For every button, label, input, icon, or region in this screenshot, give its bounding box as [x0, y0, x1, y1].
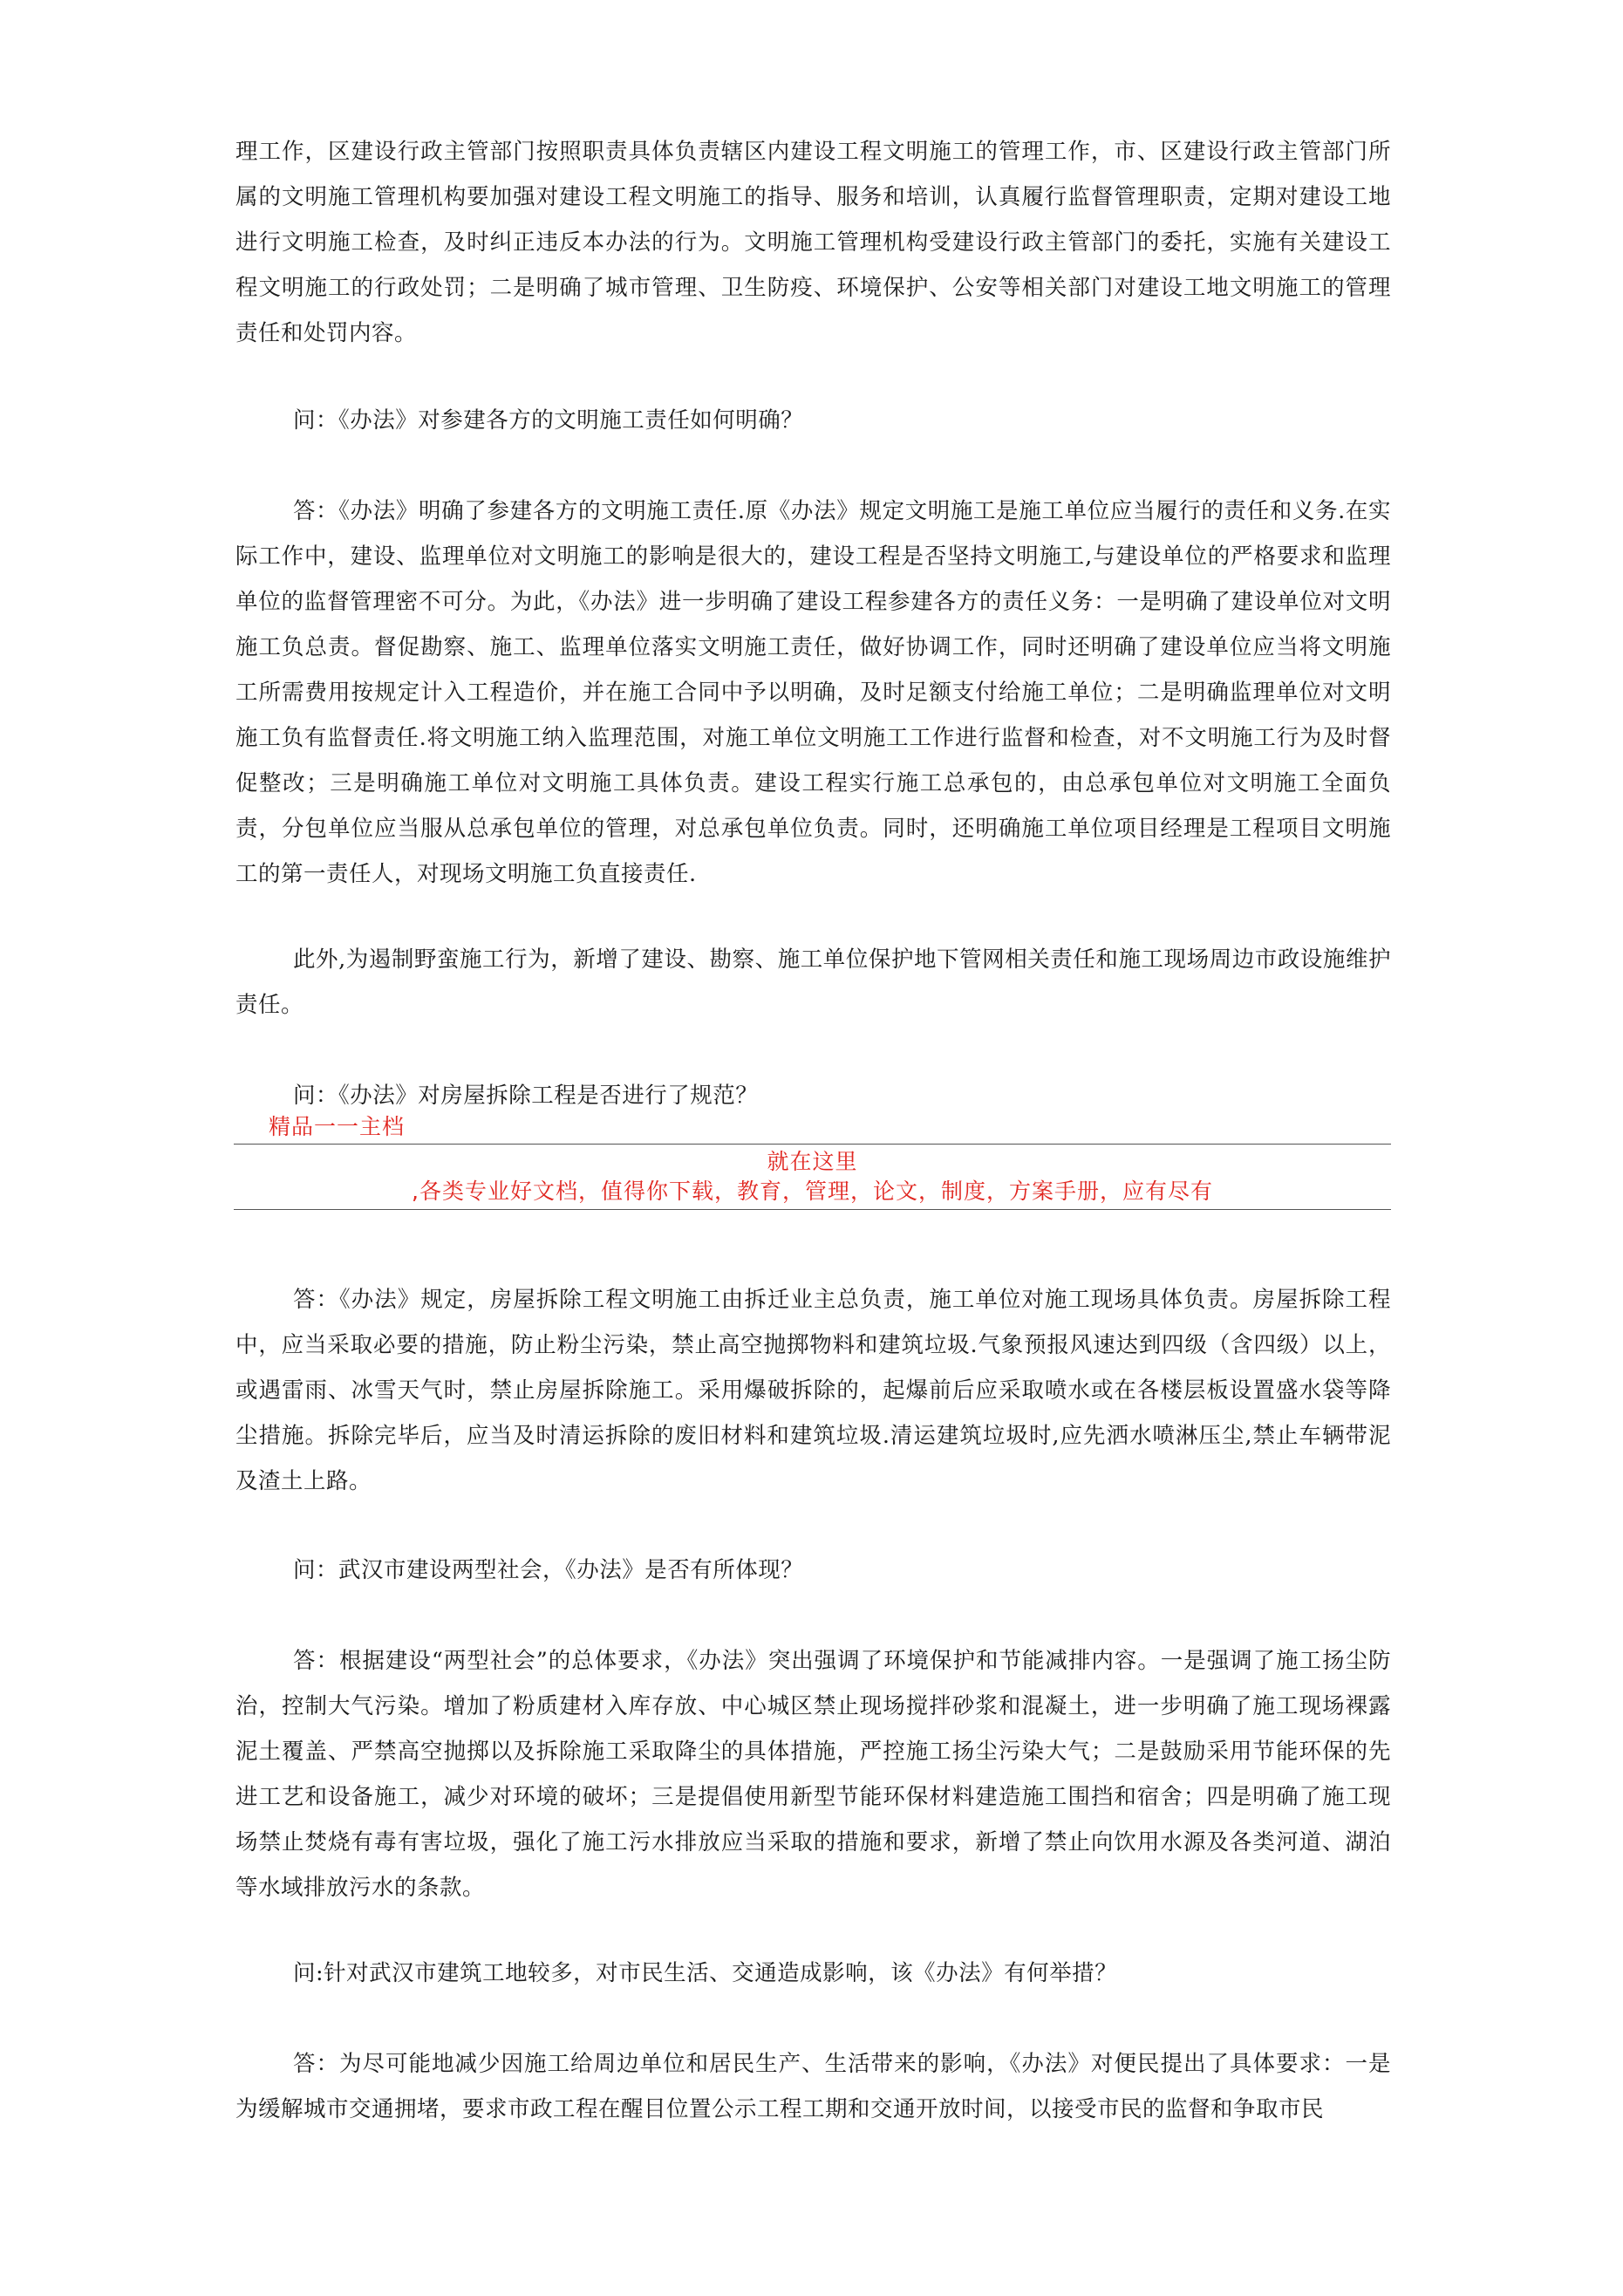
question-3: 问：武汉市建设两型社会，《办法》是否有所体现？ — [293, 1557, 804, 1583]
watermark-left-text: 精品一一主档 — [269, 1114, 406, 1139]
watermark-line-1: 就在这里 — [767, 1149, 858, 1174]
question-2: 问：《办法》对房屋拆除工程是否进行了规范？ — [293, 1083, 759, 1109]
answer-1: 答：《办法》明确了参建各方的文明施工责任.原《办法》规定文明施工是施工单位应当履行的责任和义务.在实际工作中，建设、监理单位对文明施工的影响是很大的，建设工程是否坚持文明施工,与建设单位的严格要求和监理单位的监督管理密不可分。为此，《办法》进一步明确了建设工程参建各方的责任义务：一是明确了建设单位对文明施工负总责。督促勘察、施工、监理单位落实文明施工责任，做好协调工作，同时还明确了建设单位应当将文明施工所需费用按规定计入工程造价，并在施工合同中予以明确，及时足额支付给施工单位；二是明确监理单位对文明施工负有监督责任.将文明施工纳入监理范围，对施工单位文明施工工作进行监督和检查，对不文明施工行为及时督促整改；三是明确施工单位对文明施工具体负责。建设工程实行施工总承包的，由总承包单位对文明施工全面负责，分包单位应当服从总承包单位的管理，对总承包单位负责。同时，还明确施工单位项目经理是工程项目文明施工的第一责任人，对现场文明施工负直接责任. — [235, 498, 1391, 887]
answer-2: 答：《办法》规定，房屋拆除工程文明施工由拆迁业主总负责，施工单位对施工现场具体负责。房屋拆除工程中，应当采取必要的措施，防止粉尘污染，禁止高空抛掷物料和建筑垃圾.气象预报风速达到四级（含四级）以上，或遇雷雨、冰雪天气时，禁止房屋拆除施工。采用爆破拆除的，起爆前后应采取喷水或在各楼层板设置盛水袋等降尘措施。拆除完毕后，应当及时清运拆除的废旧材料和建筑垃圾.清运建筑垃圾时,应先洒水喷淋压尘,禁止车辆带泥及渣土上路。 — [235, 1287, 1391, 1494]
paragraph-intro: 理工作，区建设行政主管部门按照职责具体负责辖区内建设工程文明施工的管理工作，市、区建设行政主管部门所属的文明施工管理机构要加强对建设工程文明施工的指导、服务和培训，认真履行监督管理职责，定期对建设工地进行文明施工检查，及时纠正违反本办法的行为。文明施工管理机构受建设行政主管部门的委托，实施有关建设工程文明施工的行政处罚；二是明确了城市管理、卫生防疫、环境保护、公安等相关部门对建设工地文明施工的管理责任和处罚内容。 — [235, 139, 1391, 346]
question-4: 问:针对武汉市建筑工地较多，对市民生活、交通造成影响，该《办法》有何举措？ — [293, 1960, 1118, 1986]
answer-3: 答：根据建设“两型社会”的总体要求，《办法》突出强调了环境保护和节能减排内容。一是强调了施工扬尘防治，控制大气污染。增加了粉质建材入库存放、中心城区禁止现场搅拌砂浆和混凝土，进一步明确了施工现场裸露泥土覆盖、严禁高空抛掷以及拆除施工采取降尘的具体措施，严控施工扬尘污染大气；二是鼓励采用节能环保的先进工艺和设备施工，减少对环境的破坏；三是提倡使用新型节能环保材料建造施工围挡和宿舍；四是明确了施工现场禁止焚烧有毒有害垃圾，强化了施工污水排放应当采取的措施和要求，新增了禁止向饮用水源及各类河道、湖泊等水域排放污水的条款。 — [235, 1648, 1391, 1901]
question-1: 问：《办法》对参建各方的文明施工责任如何明确？ — [293, 407, 804, 434]
watermark-line-2: ,各类专业好文档，值得你下载，教育，管理，论文，制度，方案手册，应有尽有 — [412, 1179, 1213, 1204]
watermark-top-rule — [234, 1144, 1391, 1145]
watermark-bottom-rule — [234, 1209, 1391, 1210]
answer-1-supplement: 此外,为遏制野蛮施工行为，新增了建设、勘察、施工单位保护地下管网相关责任和施工现场周边市政设施维护责任。 — [235, 946, 1391, 1018]
answer-4: 答：为尽可能地减少因施工给周边单位和居民生产、生活带来的影响，《办法》对便民提出了具体要求：一是为缓解城市交通拥堵，要求市政工程在醒目位置公示工程工期和交通开放时间，以接受市民的监督和争取市民 — [235, 2051, 1391, 2122]
